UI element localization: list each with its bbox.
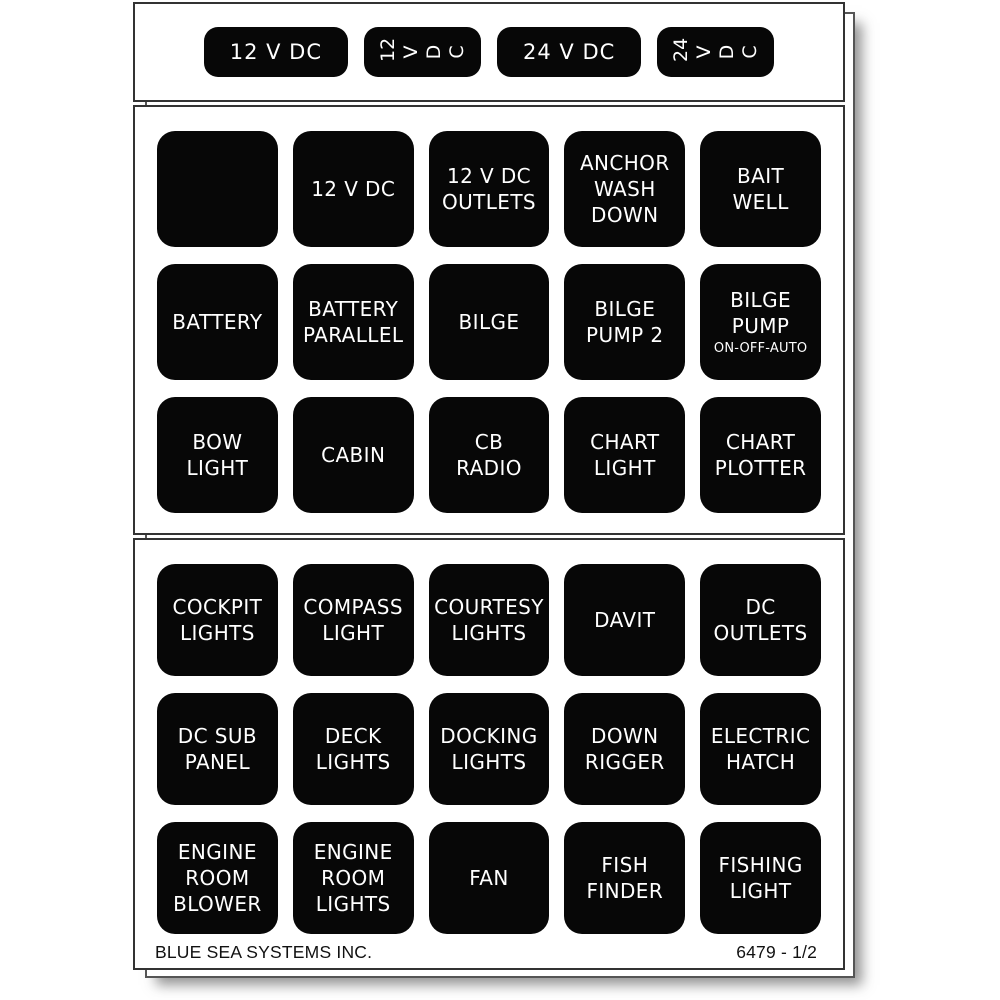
switch-label-battery-parallel [293, 264, 414, 380]
label-line: BILGE [458, 310, 520, 334]
label-line: BAIT [737, 164, 785, 188]
label-line: DC [745, 595, 776, 619]
label-grid-sheet-1 [133, 105, 845, 535]
label-line: LIGHTS [315, 892, 391, 916]
switch-label-davit [564, 564, 685, 676]
switch-label-bilge [429, 264, 550, 380]
label-line: OUTLETS [713, 621, 808, 645]
label-line: DC SUB [177, 724, 257, 748]
switch-label-cockpit-lights [157, 564, 278, 676]
label-line: HATCH [725, 750, 796, 774]
label-line: ELECTRIC [710, 724, 811, 748]
rotated-token: V [400, 45, 422, 59]
label-line: LIGHTS [315, 750, 391, 774]
label-line: LIGHT [729, 879, 792, 903]
label-line: DOCKING [440, 724, 538, 748]
label-line: LIGHTS [179, 621, 255, 645]
part-number: 6479 - 1/2 [736, 942, 817, 962]
rotated-token: D [716, 44, 739, 60]
switch-label-anchor-wash-down [564, 131, 685, 247]
label-line: OUTLETS [441, 190, 537, 214]
switch-label-bow-light [157, 397, 278, 513]
switch-label-dc-sub-panel [157, 693, 278, 805]
switch-label-down-rigger [564, 693, 685, 805]
label-line: BOW [192, 430, 243, 454]
rotated-token: C [446, 45, 468, 59]
label-line: FISHING [718, 853, 803, 877]
switch-label-fan [429, 822, 550, 934]
switch-label-deck-lights [293, 693, 414, 805]
label-line: CB [474, 430, 504, 454]
label-line: DECK [324, 724, 382, 748]
label-line: RADIO [456, 456, 522, 480]
switch-label-compass-light [293, 564, 414, 676]
label-line: LIGHTS [451, 621, 527, 645]
label-line: COCKPIT [172, 595, 263, 619]
switch-label-chart-plotter [700, 397, 821, 513]
sheet-footer [135, 942, 843, 968]
label-line: BATTERY [308, 297, 399, 321]
label-line: LIGHT [186, 456, 249, 480]
switch-label-12-v-dc [293, 131, 414, 247]
label-line: DAVIT [594, 608, 656, 632]
label-line: PLOTTER [714, 456, 807, 480]
blank-label [157, 131, 278, 247]
pill-labels-row [133, 2, 845, 102]
switch-label-battery [157, 264, 278, 380]
label-line: COURTESY [434, 595, 544, 619]
label-line: 12 V DC [311, 177, 396, 201]
pill-label-12-v-dc: 12 V DC [204, 27, 348, 77]
switch-label-12-v-dc-outlets [429, 131, 550, 247]
label-line: FISH [601, 853, 649, 877]
label-subline: ON-OFF-AUTO [713, 340, 808, 356]
label-line: ENGINE [177, 840, 257, 864]
rotated-token: 12 [377, 37, 399, 62]
label-line: BILGE [594, 297, 656, 321]
pill-label-12-v-dc-vertical [364, 27, 481, 77]
switch-label-cb-radio [429, 397, 550, 513]
grid-1 [135, 107, 843, 533]
switch-label-bilge-pump [700, 264, 821, 380]
label-line: CHART [725, 430, 796, 454]
label-line: PARALLEL [302, 323, 404, 347]
switch-label-fishing-light [700, 822, 821, 934]
switch-label-engine-room-lights [293, 822, 414, 934]
switch-label-bait-well [700, 131, 821, 247]
switch-label-engine-room-blower [157, 822, 278, 934]
pill-label-24-v-dc: 24 V DC [497, 27, 641, 77]
pill-label-24-v-dc-vertical [657, 27, 774, 77]
label-line: FINDER [586, 879, 664, 903]
switch-label-courtesy-lights [429, 564, 550, 676]
label-line: ROOM [185, 866, 250, 890]
label-line: ENGINE [313, 840, 393, 864]
label-grid-sheet-2 [133, 538, 845, 970]
label-line: ANCHOR [579, 151, 670, 175]
switch-label-chart-light [564, 397, 685, 513]
label-line: PUMP [731, 313, 790, 338]
label-line: COMPASS [303, 595, 403, 619]
label-line: LIGHT [593, 456, 656, 480]
grid-2 [135, 540, 843, 942]
label-line: PANEL [184, 750, 250, 774]
rotated-token: V [693, 45, 716, 59]
switch-label-bilge-pump-2 [564, 264, 685, 380]
label-line: ROOM [321, 866, 386, 890]
label-line: CHART [590, 430, 660, 454]
label-line: PUMP 2 [586, 323, 664, 347]
label-line: DOWN [591, 724, 659, 748]
label-line: 12 V DC [446, 164, 531, 188]
switch-label-dc-outlets [700, 564, 821, 676]
switch-label-cabin [293, 397, 414, 513]
label-line: RIGGER [584, 750, 665, 774]
manufacturer-name: BLUE SEA SYSTEMS INC. [155, 942, 373, 962]
label-line: WASH [593, 177, 656, 201]
rotated-token: 24 [670, 37, 693, 62]
label-line: FAN [469, 866, 509, 890]
label-sheet [133, 2, 845, 970]
label-line: DOWN [591, 203, 659, 227]
rotated-token: D [423, 44, 445, 60]
switch-label-electric-hatch [700, 693, 821, 805]
label-line: LIGHT [322, 621, 385, 645]
label-line: WELL [732, 190, 789, 214]
label-line: BATTERY [172, 310, 263, 334]
switch-label-fish-finder [564, 822, 685, 934]
label-line: BILGE [730, 287, 792, 312]
label-line: LIGHTS [451, 750, 527, 774]
switch-label-docking-lights [429, 693, 550, 805]
label-line: CABIN [321, 443, 386, 467]
label-line: BLOWER [173, 892, 262, 916]
rotated-token: C [739, 45, 762, 59]
